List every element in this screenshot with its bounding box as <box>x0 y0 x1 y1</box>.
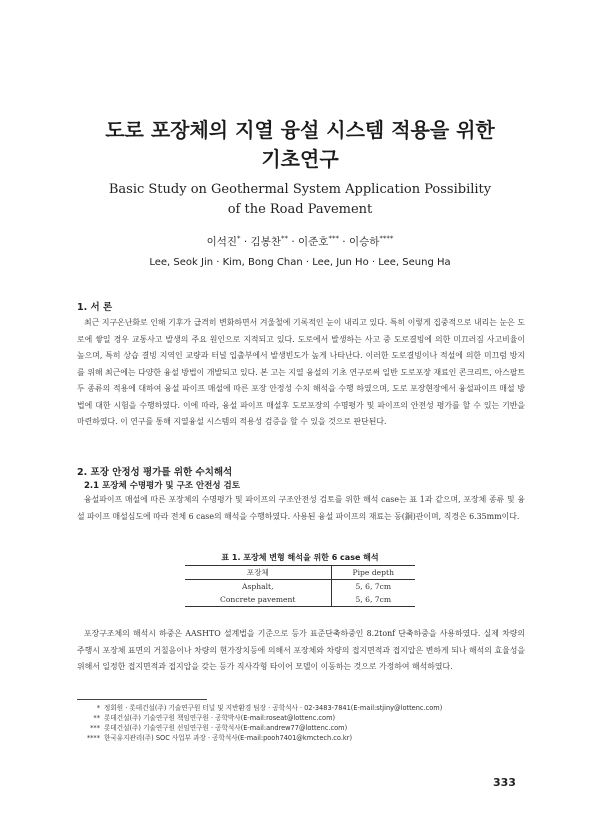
table-cell: Asphalt, <box>185 580 331 594</box>
table-caption: 표 1. 포장체 변형 해석을 위한 6 case 해석 <box>221 553 379 562</box>
section-1-paragraph: 최근 지구온난화로 인해 기후가 급격히 변화하면서 겨울철에 기록적인 눈이 내리고 있다. 특히 이렇게 집중적으로 내리는 눈은 도로에 쌓일 경우 교통사고 발생의 주요 원인으로 지적되고 있다. 도로에서 발생하는 사고 중 도로결빙에 의한 미끄러짐 사고비율이 높으며, 특히 상습 결빙 지역인 교량과 터널 입출부에서 발생빈도가 높게 나타난다. 이러한 도로결빙이나 적설에 의한 미끄럼 방지를 위해 최근에는 다양한 융설 방법이 개발되고 있다. 본 고는 지열 융설의 기초 연구로써 일반 도로포장 재료인 콘크리트, 아스팔트 두 종류의 적용에 대하여 융설 파이프 매설에 따른 포장 안정성 수치 해석을 수행 하였으며, 도로 포장현장에서 융설파이프 매설 방법에 대한 시험을 수행하였다. 이에 따라, 융설 파이프 매설후 도로포장의 수명평가 및 파이프의 안전성 평가를 할 수 있는 기반을 마련하였다. 이 연구를 통해 지열융설 시스템의 적용성 검증을 할 수 있을 것으로 판단된다. <box>77 318 525 426</box>
footnote-text: 롯데건설(주) 기술연구원 책임연구원 · 공학박사(E-mail:roseat@lottenc.com) <box>104 714 336 722</box>
footnote-mark: * <box>96 704 100 712</box>
author-name: 이석진 <box>206 236 238 248</box>
section-1-heading: 1. 서 론 <box>77 302 113 313</box>
english-title-line-2: of the Road Pavement <box>227 202 373 217</box>
footnote-divider <box>77 699 207 700</box>
footnote <box>84 723 347 733</box>
korean-authors <box>0 234 600 249</box>
footnote-mark: ** <box>93 714 100 722</box>
subsection-2-1-heading: 2.1 포장체 수명평가 및 구조 안전성 검토 <box>84 481 240 491</box>
author-mark: **** <box>379 234 394 243</box>
table-header-cell: 포장체 <box>185 566 331 580</box>
page-number: 333 <box>493 776 516 789</box>
footnote <box>84 713 335 723</box>
author-name: 김봉찬 <box>250 236 281 248</box>
author-name: 이승하 <box>348 236 380 248</box>
table-cell: 5, 6, 7cm <box>355 582 392 591</box>
author-separator: · <box>243 236 248 248</box>
author-separator: · <box>342 236 346 248</box>
author-separator: · <box>291 236 295 248</box>
table-header-cell: Pipe depth <box>352 568 394 577</box>
footnote-text: 한국유지관리(주) SOC 사업부 과장 · 공학석사(E-mail:pooh7401@kmctech.co.kr) <box>104 734 353 742</box>
footnote-mark: *** <box>90 724 100 732</box>
english-title-line-1: Basic Study on Geothermal System Application Possibility <box>108 182 492 197</box>
korean-title-line-2: 기초연구 <box>261 147 339 171</box>
table-cell: 5, 6, 7cm <box>355 595 392 604</box>
table-header-row <box>185 566 415 580</box>
author-mark: ** <box>280 234 288 243</box>
english-title <box>0 180 600 220</box>
table-row <box>185 593 415 607</box>
author-mark: *** <box>328 234 339 243</box>
subsection-2-1-paragraph: 융설파이프 매설에 따른 포장체의 수명평가 및 파이프의 구조안전성 검토를 위한 해석 case는 표 1과 같으며, 포장체 종류 및 융설 파이프 매설심도에 따라 전체 6 case의 해석을 수행하였다. 사용된 융설 파이프의 재료는 동(銅)관이며, 직경은 6.35mm이다. <box>77 495 525 521</box>
footnote-text: 롯데건설(주) 기술연구원 선임연구원 · 공학석사(E-mail:andrew77@lottenc.com) <box>104 724 348 732</box>
author-mark: * <box>237 234 241 243</box>
section-2-heading: 2. 포장 안정성 평가를 위한 수치해석 <box>77 467 233 478</box>
table-row <box>185 580 415 594</box>
analysis-paragraph: 포장구조체의 해석시 하중은 AASHTO 설계법을 기준으로 등가 표준단축하중인 8.2tonf 단축하중을 사용하였다. 실제 차량의 주행시 포장체 표면의 거칠음이나 차량의 현가장치등에 의해서 포장체와 차량의 접지면적과 접지압은 변하게 되나 해석의 효율성을 위해서 일정한 접지면적과 접지압을 갖는 등가 직사각형 타이어 모델이 이동하는 것으로 가정하여 해석하였다. <box>77 629 525 671</box>
author-name: 이준호 <box>298 236 329 248</box>
korean-title-line-1: 도로 포장체의 지열 융설 시스템 적용을 위한 <box>105 118 495 142</box>
pipe-depth-table <box>185 565 415 607</box>
table-cell: Concrete pavement <box>185 593 331 607</box>
footnote <box>84 733 352 743</box>
footnote-text: 정회원 · 롯데건설(주) 기술연구원 터널 및 지반환경 팀장 · 공학석사 · 02-3483-7841(E-mail:stjiny@lottenc.com) <box>104 704 443 712</box>
english-authors: Lee, Seok Jin · Kim, Bong Chan · Lee, Jun Ho · Lee, Seung Ha <box>149 257 451 268</box>
footnote-mark: **** <box>86 734 100 742</box>
korean-title <box>0 116 600 174</box>
footnote <box>84 703 442 713</box>
